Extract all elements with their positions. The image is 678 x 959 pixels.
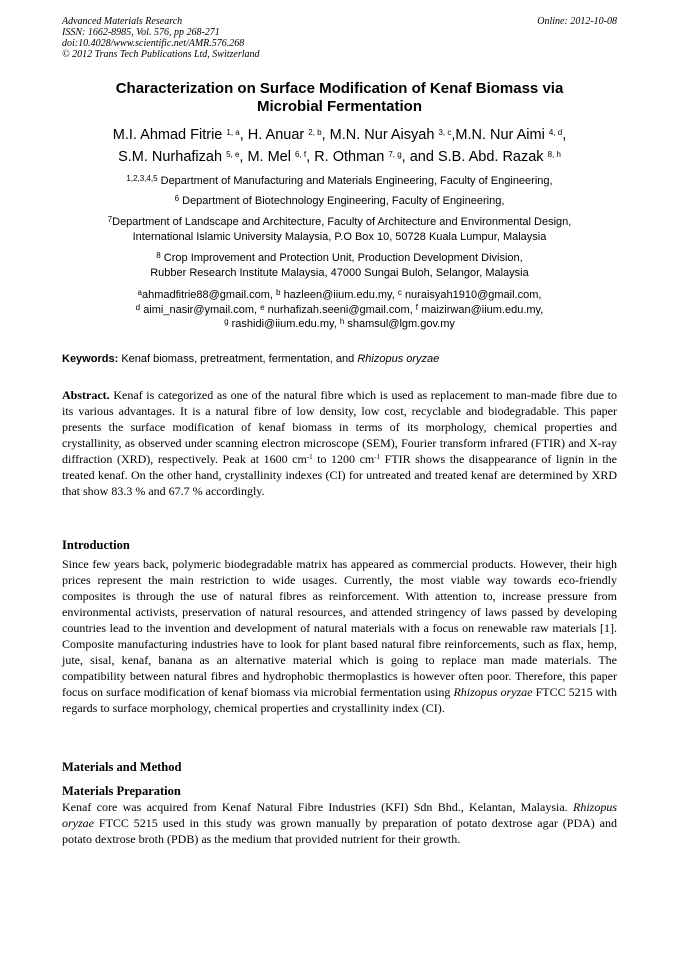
email-link[interactable]: shamsul@lgm.gov.my [347,318,455,330]
email-link[interactable]: rashidi@iium.edu.my [231,318,334,330]
author-emails: $^a$ahmadfitrie88@gmail.com, $^b$ hazleen@iium.edu.my, $^c$ nuraisyah1910@gmail.com, $^d$ aimi_nasir@ymail.com, $^e$ nurhafizah.seeni@gmail.com, $^f$ maizirwan@iium.edu.my, $^g$ rashidi@iium.edu.my, $^h$ shamsul@lgm.gov.my [135,288,544,330]
online-date: Online: 2012-10-08 [537,16,617,27]
journal-doi: doi:10.4028/www.scientific.net/AMR.576.268 [62,38,245,49]
author-sup: 7, g [388,150,402,159]
email-link[interactable]: aimi_nasir@ymail.com [143,303,254,316]
materials-preparation-heading: Materials Preparation [62,784,181,798]
author-name: M.N. Nur Aisyah [329,127,435,143]
keywords-text: Kenaf biomass, pretreatment, fermentation, and [121,353,355,365]
email-link[interactable]: ahmadfitrie88@gmail.com [141,289,270,301]
affiliation-3: $^7$Department of Landscape and Architecture, Faculty of Architecture and Environmental Design, International Islamic University Malaysia, P.O Box 10, 50728 Kuala Lumpur, Malaysia [107,215,572,243]
materials-heading: Materials and Method [62,760,182,774]
affiliation-4: $^8$ Crop Improvement and Protection Unit, Production Development Division, Rubber Research Institute Malaysia, 47000 Sungai Buloh, Selangor, Malaysia [150,251,529,279]
author-sup: 6, f [295,150,307,159]
introduction-text: Since few years back, polymeric biodegradable matrix has appeared as commercial products. However, their high prices represent the main restriction to wide usages. Currently, the most viable way towards eco-friendly composites is through the use of natural fibres as reinforcement. With attention to, increase pressure from environmental activists, preservation of natural resources, and attended stringency of laws passed by developing countries lead to the invention and development of natural materials with a focus on renewable raw materials [1]. Composite manufacturing industries have to look for plant based natural fibre reinforcements, such as flax, hemp, jute, sisal, kenaf, banana as an alternative material which is going to replace man made materials. The compatibility between natural fibres and hydrophobic thermoplastics is however often poor. Therefore, this paper focus on surface modification of kenaf biomass via microbial fermentation using Rhizopus oryzae FTCC 5215 with regards to surface morphology, chemical properties and crystallinity index (CI). [62,557,618,715]
keywords-label: Keywords: [62,353,119,365]
keywords [62,352,617,366]
introduction-heading: Introduction [62,538,130,552]
author-sup: 8, h [547,150,561,159]
email-link[interactable]: maizirwan@iium.edu.my [421,303,541,316]
affiliation-1: $^{1,2,3,4,5}$ Department of Manufacturing and Materials Engineering, Faculty of Engineering, [126,174,553,187]
author-name: M.I. Ahmad Fitrie [112,127,223,143]
journal-name: Advanced Materials Research [62,16,183,27]
journal-issn: ISSN: 1662-8985, Vol. 576, pp 268-271 [62,27,220,38]
abstract-label: Abstract. [62,388,110,402]
abstract: Abstract. Kenaf is categorized as one of the natural fibre which is used as replacement to man-made fibre due to its various advantages. It is a natural fibre of low density, low cost, recyclable and biodegradable. This paper presents the surface modification of kenaf biomass in terms of its morphology, chemical properties and crystallinity, as observed under scanning electron microscope (SEM), Fourier transform infrared (FTIR) and X-ray diffraction (XRD), respectively. Peak at 1600 $cm^{-1}$ to 1200 $cm^{-1}$ FTIR shows the disappearance of lignin in the treated kenaf. On the other hand, crystallinity indexes (CI) for untreated and treated kenaf are determined by XRD that show 83.3 % and 67.7 % accordingly. [62,388,618,498]
author-sup: 5, e [226,150,240,159]
author-list: M.I. Ahmad Fitrie $^{1, a}$, H. Anuar $^{2, b}$, M.N. Nur Aisyah $^{3, c}$,M.N. Nur Aimi $^{4, d}$, S.M. Nurhafizah $^{5, e}$, M. Mel $^{6, f}$, R. Othman $^{7, g}$, and S.B. Abd. Razak $^{8, h}$ [112,127,567,165]
journal-copyright: © 2012 Trans Tech Publications Ltd, Switzerland [62,49,260,60]
materials-text: Kenaf core was acquired from Kenaf Natural Fibre Industries (KFI) Sdn Bhd., Kelantan, Malaysia. Rhizopus oryzae FTCC 5215 used in this study was grown manually by preparation of potato dextrose agar (PDA) and potato dextrose broth (PDB) as the medium that provided nutrient for their growth. [62,800,617,846]
paper-title: Characterization on Surface Modification of Kenaf Biomass via Microbial Fermentation [115,80,564,115]
author-sup: 2, b [308,128,322,137]
affiliation-2: $^6$ Department of Biotechnology Engineering, Faculty of Engineering, [174,194,505,207]
keywords-species: Rhizopus oryzae [357,353,440,365]
author-sup: 3, c [438,128,452,137]
author-name: S.M. Nurhafizah [118,149,223,165]
author-name: M. Mel [247,149,291,165]
author-name: H. Anuar [247,127,305,143]
author-name: S.B. Abd. Razak [437,149,544,165]
author-name: R. Othman [314,149,385,165]
email-link[interactable]: nuraisyah1910@gmail.com [404,289,539,301]
author-sup: 4, d [548,128,563,137]
email-link[interactable]: nurhafizah.seeni@gmail.com [267,303,410,316]
author-sup: 1, a [226,128,240,137]
journal-header [62,16,617,60]
author-name: Nur Aimi [490,127,545,143]
email-link[interactable]: hazleen@iium.edu.my [283,289,392,301]
